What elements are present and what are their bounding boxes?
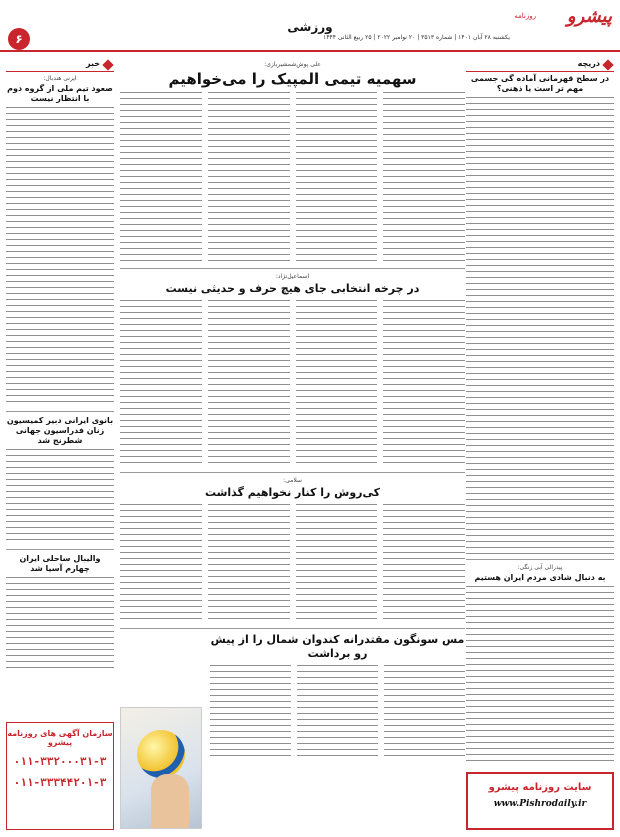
article-body	[6, 449, 114, 545]
volleyball-photo	[120, 707, 202, 829]
divider	[120, 628, 465, 629]
divider	[120, 268, 465, 269]
diamond-icon	[602, 59, 613, 70]
article-body	[120, 300, 465, 468]
article-body	[6, 577, 114, 673]
website-title: سایت روزنامه پیشرو	[488, 782, 592, 793]
issue-info: یکشنبه ۲۸ آبان ۱۴۰۱ | شماره ۳۵۱۳ | ۲۰ نوامبر ۲۰۲۲ | ۲۵ ربیع الثانی ۱۴۴۴	[323, 34, 510, 41]
article-body	[210, 665, 465, 757]
website-ad	[466, 772, 614, 830]
article-headline: کی‌روش را کنار نخواهیم گذاشت	[204, 486, 381, 499]
section-title: ورزشی	[287, 20, 333, 34]
phone-number: ۰۱۱-۳۳۲۰۰۰۳۱-۳	[13, 755, 107, 768]
article-body	[6, 107, 114, 407]
phone-number: ۰۱۱-۳۳۳۴۴۲۰۱-۳	[13, 776, 107, 789]
left-column	[6, 58, 114, 830]
article-kicker: سلامی:	[283, 477, 302, 484]
article-headline: بانوی ایرانی دبیر کمیسیون زنان فدراسیون جهانی شطرنج شد	[6, 416, 114, 445]
page-number: ۶	[8, 28, 30, 50]
player-arm	[151, 774, 189, 829]
website-url[interactable]: www.Pishrodaily.ir	[493, 799, 587, 809]
section-tag-news: خبر	[6, 58, 114, 72]
article-headline: به دنبال شادی مردم ایران هستیم	[474, 573, 606, 582]
article-kicker: پیدرالی آبی زنگی:	[517, 564, 563, 571]
divider	[6, 411, 114, 412]
divider	[466, 559, 614, 560]
page-header	[0, 0, 620, 52]
logo-sub: روزنامه	[514, 12, 536, 20]
article-kicker: علی پوش‌شمشیر‌بازی:	[264, 61, 321, 68]
divider	[120, 472, 465, 473]
article-kicker: اسماعیل‌نژاد:	[275, 273, 310, 280]
section-tag-window: دریچه	[466, 58, 614, 72]
article-headline: صعود تیم ملی از گروه دوم با انتظار نیست	[7, 84, 113, 103]
logo-wordmark: پیشرو	[566, 6, 612, 27]
article-body	[466, 97, 614, 555]
article-headline: والیبال ساحلی ایران چهارم آسیا شد	[19, 554, 101, 573]
article-headline: در چرخه انتخابی جای هیچ حرف و حدیثی نیست	[165, 282, 420, 295]
newspaper-logo	[502, 6, 612, 34]
lead-headline: سهمیه تیمی المپیک را می‌خواهیم	[168, 70, 417, 88]
divider	[6, 549, 114, 550]
article-body	[120, 504, 465, 624]
article-kicker: ایرنی هندبال:	[43, 75, 77, 82]
article-body	[466, 586, 614, 766]
volleyball-icon	[137, 730, 185, 778]
ads-office-box	[6, 722, 114, 830]
right-column	[466, 58, 614, 830]
article-headline: مس سونگون مقتدرانه کندوان شمال را از پیش رو برداشت	[210, 633, 465, 660]
diamond-icon	[102, 59, 113, 70]
article-headline: در سطح قهرمانی آماده گی جسمی مهم تر است یا ذهنی؟	[470, 74, 610, 93]
ads-title: سازمان آگهی های روزنامه پیشرو	[7, 729, 113, 747]
lead-body	[120, 92, 465, 264]
